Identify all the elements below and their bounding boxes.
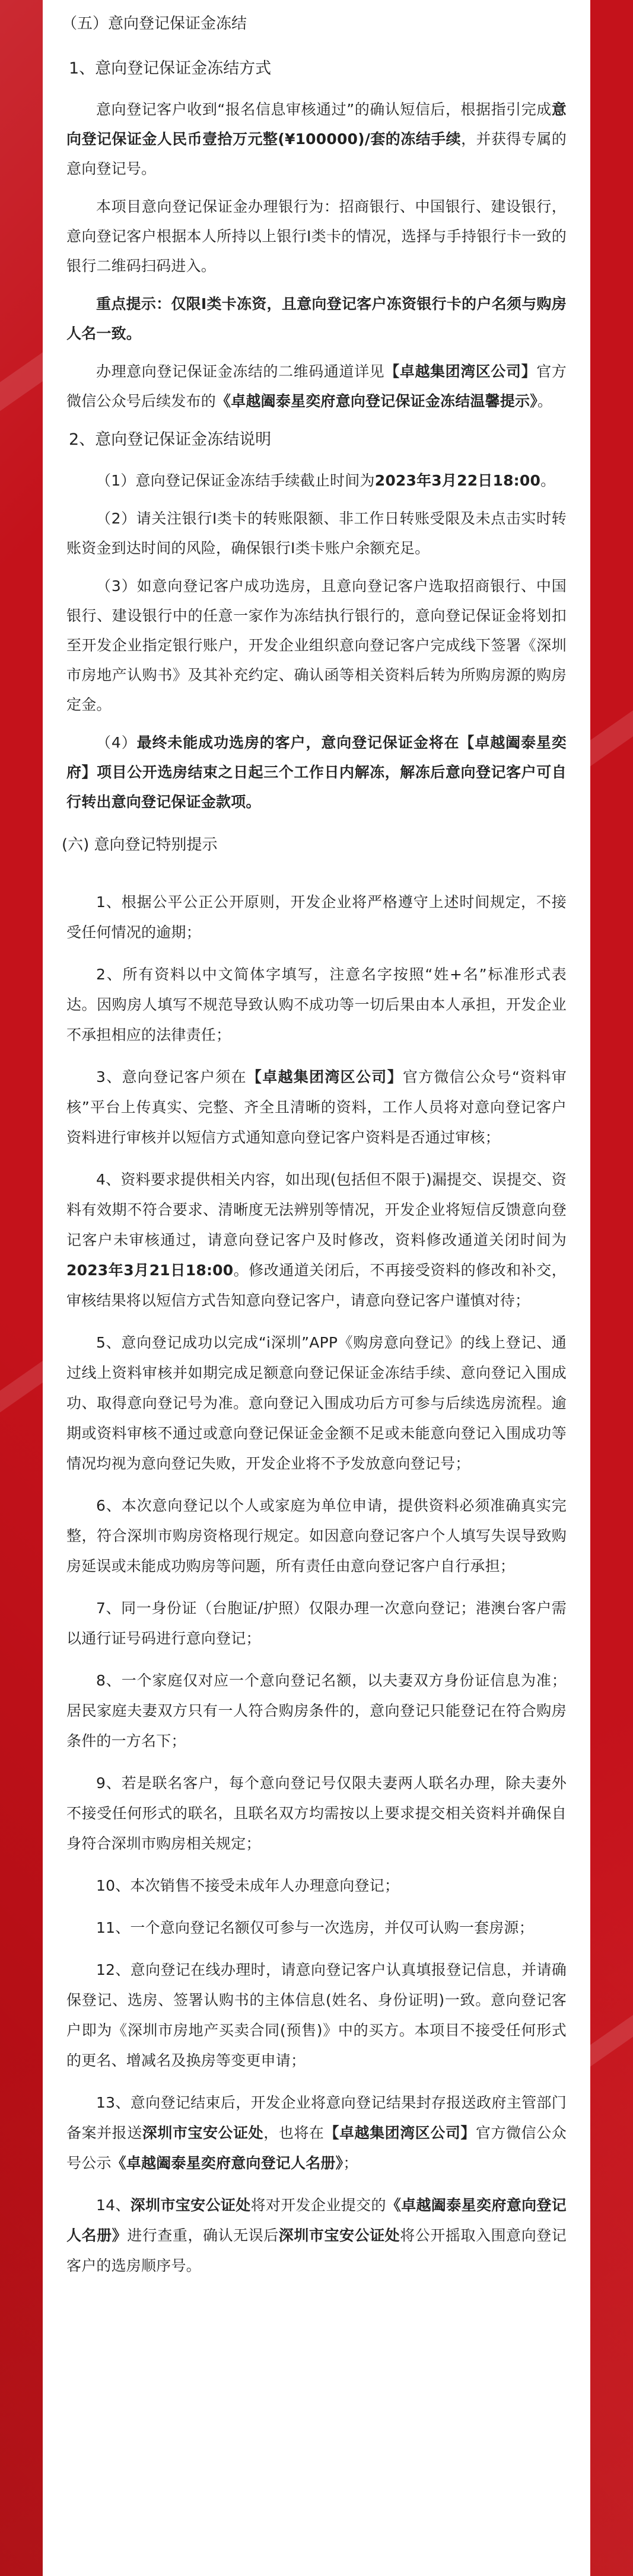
tip-1: 1、根据公平公正公开原则，开发企业将严格遵守上述时间规定，不接受任何情况的逾期； — [66, 893, 567, 941]
paragraph-qr-channel: 办理意向登记保证金冻结的二维码通道详见【卓越集团湾区公司】官方微信公众号后续发布的《卓越阖泰星奕府意向登记保证金冻结温馨提示》。 — [66, 363, 567, 410]
tip-14: 14、深圳市宝安公证处将对开发企业提交的《卓越阖泰星奕府意向登记人名册》进行查重，确认无误后深圳市宝安公证处将公开摇取入围意向登记客户的选房顺序号。 — [66, 2197, 567, 2274]
section5-title: （五）意向登记保证金冻结 — [62, 15, 247, 33]
tip-7: 7、同一身份证（台胞证/护照）仅限办理一次意向登记；港澳台客户需以通行证号码进行意向登记； — [66, 1600, 567, 1647]
note-4: （4）最终未能成功选房的客户，意向登记保证金将在【卓越阖泰星奕府】项目公开选房结束之日起三个工作日内解冻，解冻后意向登记客户可自行转出意向登记保证金款项。 — [66, 734, 567, 810]
tip-10: 10、本次销售不接受未成年人办理意向登记； — [96, 1877, 400, 1894]
note-1: （1）意向登记保证金冻结手续截止时间为2023年3月22日18:00。 — [96, 472, 556, 489]
content-card — [43, 0, 590, 2576]
tip-5: 5、意向登记成功以完成“i深圳”APP《购房意向登记》的线上登记、通过线上资料审核并如期完成足额意向登记保证金冻结手续、意向登记入围成功、取得意向登记号为准。意向登记入围成功后方可参与后续选房流程。逾期或资料审核不通过或意向登记保证金金额不足或未能意向登记入围成功等情况均视为意向登记失败，开发企业将不予发放意向登记号； — [66, 1334, 567, 1472]
note-2: （2）请关注银行Ⅰ类卡的转账限额、非工作日转账受限及未点击实时转账资金到达时间的风险，确保银行Ⅰ类卡账户余额充足。 — [66, 510, 567, 557]
sub2-title: 2、意向登记保证金冻结说明 — [69, 430, 272, 449]
tip-4: 4、资料要求提供相关内容，如出现(包括但不限于)漏提交、误提交、资料有效期不符合要求、清晰度无法辨别等情况，开发企业将短信反馈意向登记客户未审核通过，请意向登记客户及时修改，资料修改通道关闭时间为2023年3月21日18:00。修改通道关闭后，不再接受资料的修改和补交，审核结果将以短信方式告知意向登记客户，请意向登记客户谨慎对待； — [66, 1171, 567, 1309]
sub1-title: 1、意向登记保证金冻结方式 — [69, 59, 272, 78]
paragraph-banks: 本项目意向登记保证金办理银行为：招商银行、中国银行、建设银行，意向登记客户根据本人所持以上银行Ⅰ类卡的情况，选择与手持银行卡一致的银行二维码扫码进入。 — [66, 198, 567, 274]
tip-3: 3、意向登记客户须在【卓越集团湾区公司】官方微信公众号“资料审核”平台上传真实、完整、齐全且清晰的资料，工作人员将对意向登记客户资料进行审核并以短信方式通知意向登记客户资料是否通过审核； — [66, 1068, 567, 1146]
tip-2: 2、所有资料以中文简体字填写，注意名字按照“姓+名”标准形式表达。因购房人填写不规范导致认购不成功等一切后果由本人承担，开发企业不承担相应的法律责任； — [66, 966, 567, 1043]
tip-11: 11、一个意向登记名额仅可参与一次选房，并仅可认购一套房源； — [96, 1919, 534, 1936]
section6-title: (六) 意向登记特别提示 — [62, 836, 218, 854]
tip-6: 6、本次意向登记以个人或家庭为单位申请，提供资料必须准确真实完整，符合深圳市购房资格现行规定。如因意向登记客户个人填写失误导致购房延误或未能成功购房等问题，所有责任由意向登记客户自行承担； — [66, 1497, 567, 1575]
tip-12: 12、意向登记在线办理时，请意向登记客户认真填报登记信息，并请确保登记、选房、签署认购书的主体信息(姓名、身份证明)一致。意向登记客户即为《深圳市房地产买卖合同(预售)》中的买方。本项目不接受任何形式的更名、增减名及换房等变更申请； — [66, 1961, 567, 2069]
paragraph-freeze-method: 意向登记客户收到“报名信息审核通过”的确认短信后，根据指引完成意向登记保证金人民币壹拾万元整(¥100000)/套的冻结手续，并获得专属的意向登记号。 — [66, 101, 567, 177]
tip-9: 9、若是联名客户，每个意向登记号仅限夫妻两人联名办理，除夫妻外不接受任何形式的联名，且联名双方均需按以上要求提交相关资料并确保自身符合深圳市购房相关规定； — [66, 1774, 567, 1852]
paragraph-key-notice: 重点提示：仅限Ⅰ类卡冻资，且意向登记客户冻资银行卡的户名须与购房人名一致。 — [66, 295, 567, 342]
note-3: （3）如意向登记客户成功选房，且意向登记客户选取招商银行、中国银行、建设银行中的任意一家作为冻结执行银行的，意向登记保证金将划扣至开发企业指定银行账户，开发企业组织意向登记客户完成线下签署《深圳市房地产认购书》及其补充约定、确认函等相关资料后转为所购房源的购房定金。 — [66, 577, 567, 713]
tip-8: 8、一个家庭仅对应一个意向登记名额，以夫妻双方身份证信息为准；居民家庭夫妻双方只有一人符合购房条件的，意向登记只能登记在符合购房条件的一方名下； — [66, 1672, 567, 1750]
tip-13: 13、意向登记结束后，开发企业将意向登记结果封存报送政府主管部门备案并报送深圳市宝安公证处，也将在【卓越集团湾区公司】官方微信公众号公示《卓越阖泰星奕府意向登记人名册》； — [66, 2094, 567, 2172]
